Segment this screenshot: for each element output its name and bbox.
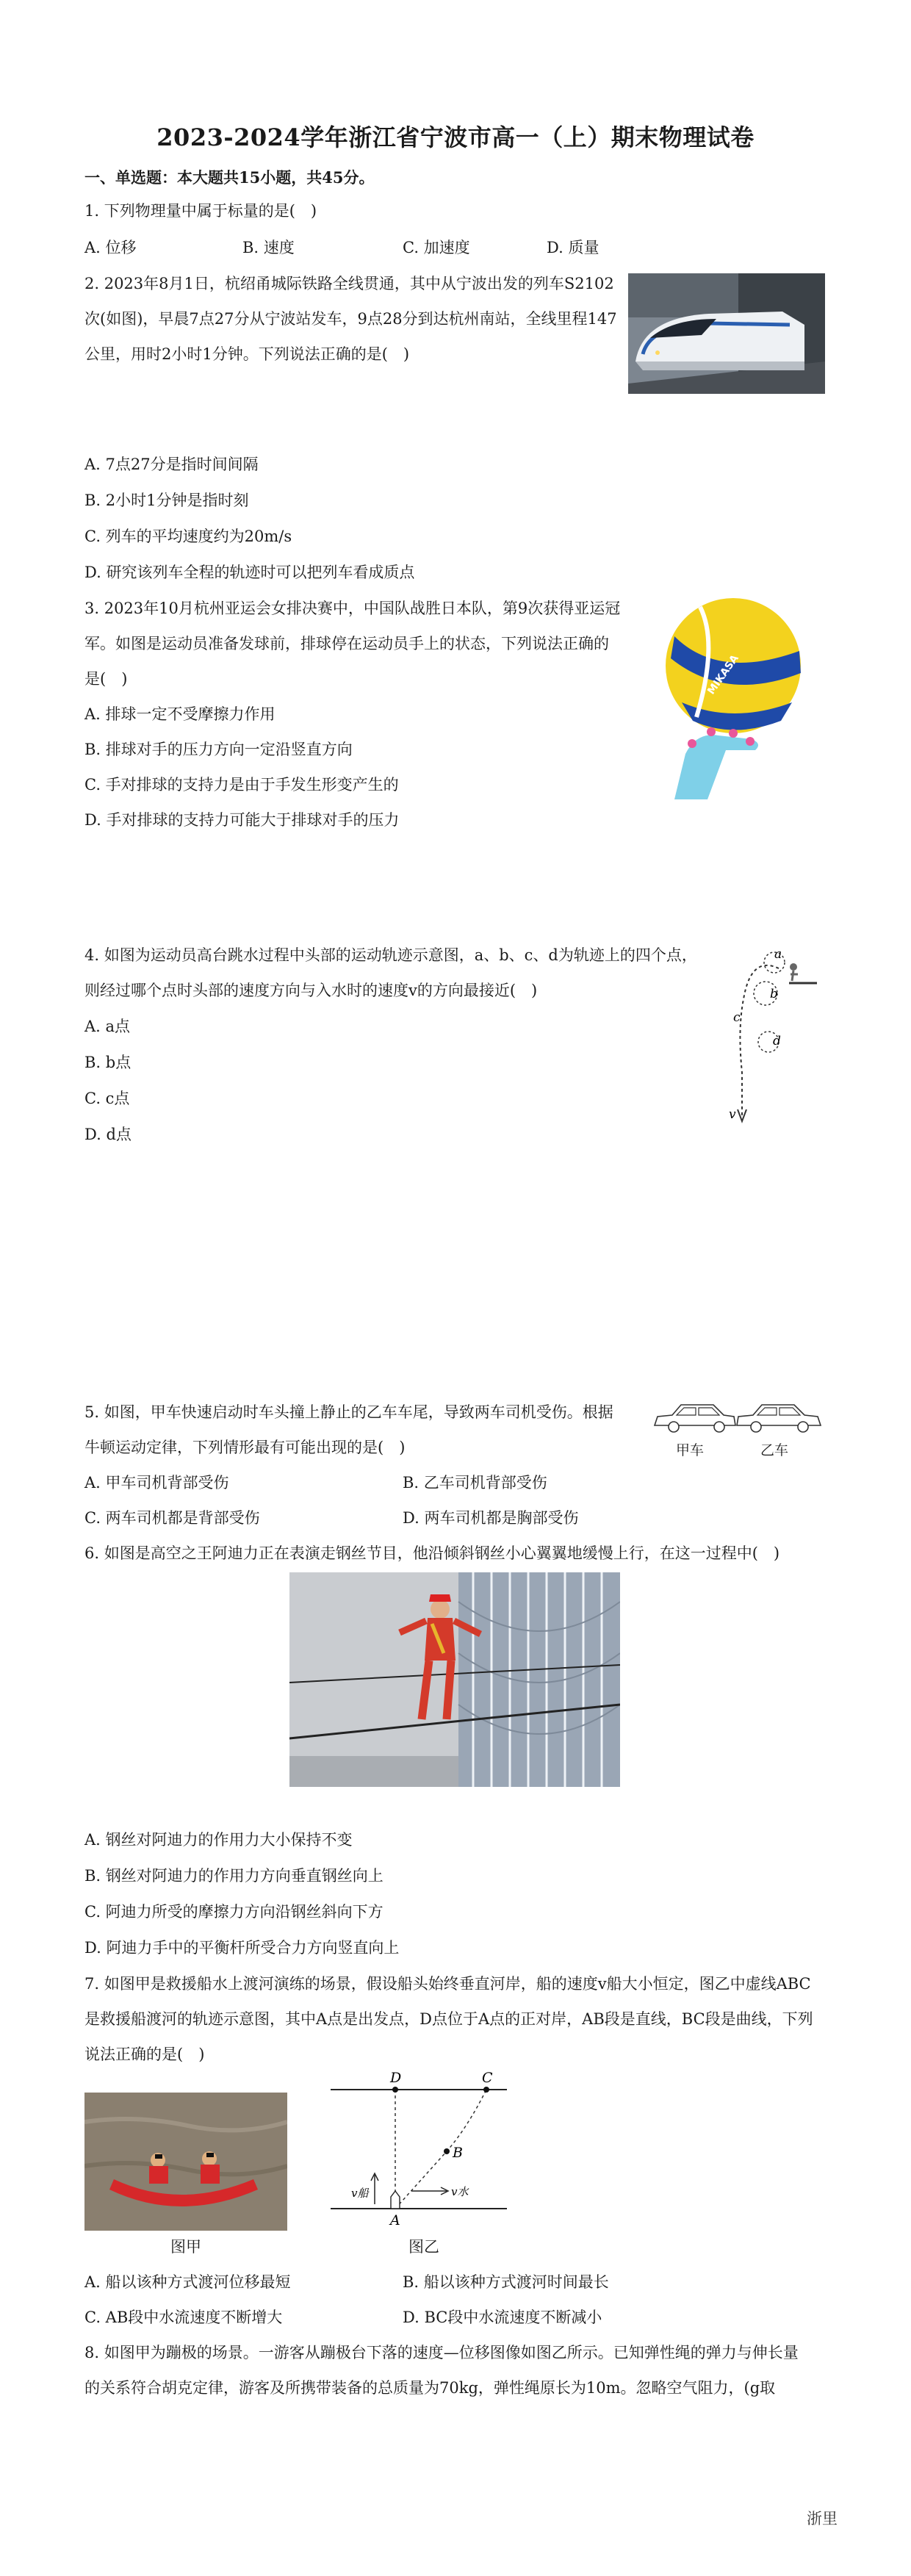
- point-c-label: c: [733, 1010, 741, 1025]
- velocity-v-label: v: [729, 1107, 736, 1122]
- q2-line-1: 2. 2023年8月1日，杭绍甬城际铁路全线贯通，其中从宁波出发的列车S2102: [84, 275, 614, 292]
- q2-line-2: 次(如图)，早晨7点27分从宁波站发车，9点28分到达杭州南站，全线里程147: [84, 310, 617, 328]
- q8-line-2: 的关系符合胡克定律，游客及所携带装备的总质量为70kg，弹性绳原长为10m。忽略空气阻力，(g取: [84, 2379, 776, 2397]
- q1-stem: 1. 下列物理量中属于标量的是( ): [84, 202, 317, 220]
- q1-option-d: D. 质量: [547, 239, 599, 256]
- q1-option-a: A. 位移: [84, 239, 137, 256]
- figure-jia-caption: 图甲: [170, 2238, 201, 2256]
- q2-option-a: A. 7点27分是指时间间隔: [84, 456, 259, 473]
- q4-line-2: 则经过哪个点时头部的速度方向与入水时的速度v的方向最接近( ): [84, 982, 538, 999]
- q5-option-c: C. 两车司机都是背部受伤: [84, 1509, 260, 1527]
- q7-option-c: C. AB段中水流速度不断增大: [84, 2309, 283, 2326]
- q1-option-b: B. 速度: [242, 239, 295, 256]
- point-B-label: B: [453, 2145, 463, 2161]
- page-title: 2023-2024学年浙江省宁波市高一（上）期末物理试卷: [156, 123, 755, 151]
- q4-option-a: A. a点: [84, 1018, 131, 1035]
- q3-option-b: B. 排球对手的压力方向一定沿竖直方向: [84, 741, 353, 758]
- car-collision-figure: [650, 1396, 827, 1462]
- q2-option-b: B. 2小时1分钟是指时刻: [84, 492, 249, 509]
- car-yi-label: 乙车: [760, 1442, 789, 1458]
- q5-option-a: A. 甲车司机背部受伤: [84, 1474, 229, 1492]
- q3-line-2: 军。如图是运动员准备发球前，排球停在运动员手上的状态，下列说法正确的: [84, 635, 609, 652]
- point-A-label: A: [390, 2212, 400, 2228]
- q4-option-b: B. b点: [84, 1054, 132, 1071]
- q7-option-a: A. 船以该种方式渡河位移最短: [84, 2273, 291, 2291]
- q6-option-c: C. 阿迪力所受的摩擦力方向沿钢丝斜向下方: [84, 1903, 384, 1921]
- q3-line-1: 3. 2023年10月杭州亚运会女排决赛中，中国队战胜日本队，第9次获得亚运冠: [84, 600, 621, 617]
- v-water-label: v水: [451, 2185, 469, 2198]
- q7-line-3: 说法正确的是( ): [84, 2046, 205, 2063]
- tightrope-photo: [289, 1572, 620, 1787]
- q2-option-d: D. 研究该列车全程的轨迹时可以把列车看成质点: [84, 564, 415, 581]
- point-C-label: C: [482, 2070, 493, 2086]
- q5-option-d: D. 两车司机都是胸部受伤: [403, 1509, 579, 1527]
- section-heading: 一、单选题：本大题共15小题，共45分。: [84, 168, 375, 187]
- q7-line-2: 是救援船渡河的轨迹示意图，其中A点是出发点，D点位于A点的正对岸，AB段是直线，BC段是曲线，下列: [84, 2010, 813, 2028]
- q7-option-d: D. BC段中水流速度不断减小: [403, 2309, 602, 2326]
- q4-option-d: D. d点: [84, 1126, 132, 1143]
- q2-option-c: C. 列车的平均速度约为20m/s: [84, 528, 292, 545]
- ball-brand-text: MIKASA: [705, 652, 741, 697]
- q8-line-1: 8. 如图甲为蹦极的场景。一游客从蹦极台下落的速度—位移图像如图乙所示。已知弹性绳的弹力与伸长量: [84, 2344, 799, 2361]
- q7-option-b: B. 船以该种方式渡河时间最长: [403, 2273, 609, 2291]
- q1-option-c: C. 加速度: [403, 239, 470, 256]
- car-jia-label: 甲车: [676, 1442, 705, 1458]
- q4-line-1: 4. 如图为运动员高台跳水过程中头部的运动轨迹示意图，a、b、c、d为轨迹上的四个点，: [84, 946, 697, 964]
- river-crossing-diagram: [323, 2057, 514, 2234]
- rescue-boat-photo: [84, 2093, 287, 2231]
- q3-line-3: 是( ): [84, 670, 128, 688]
- q3-option-d: D. 手对排球的支持力可能大于排球对手的压力: [84, 811, 400, 829]
- point-d-label: d: [773, 1034, 781, 1048]
- q3-option-c: C. 手对排球的支持力是由于手发生形变产生的: [84, 776, 399, 794]
- point-D-label: D: [390, 2070, 402, 2086]
- v-boat-label: v船: [351, 2187, 369, 2200]
- q6-stem: 6. 如图是高空之王阿迪力正在表演走钢丝节目，他沿倾斜钢丝小心翼翼地缓慢上行，在这一过程中( ): [84, 1544, 780, 1562]
- point-b-label: b: [770, 987, 778, 1001]
- q3-option-a: A. 排球一定不受摩擦力作用: [84, 705, 276, 723]
- q2-line-3: 公里，用时2小时1分钟。下列说法正确的是( ): [84, 345, 410, 363]
- point-a-label: a: [774, 948, 782, 962]
- q5-option-b: B. 乙车司机背部受伤: [403, 1474, 547, 1492]
- q7-line-1: 7. 如图甲是救援船水上渡河演练的场景，假设船头始终垂直河岸，船的速度v船大小恒定，图乙中虚线ABC: [84, 1975, 811, 1993]
- q6-option-b: B. 钢丝对阿迪力的作用力方向垂直钢丝向上: [84, 1867, 384, 1885]
- q5-line-1: 5. 如图，甲车快速启动时车头撞上静止的乙车车尾，导致两车司机受伤。根据: [84, 1403, 613, 1421]
- q4-option-c: C. c点: [84, 1090, 130, 1107]
- q6-option-a: A. 钢丝对阿迪力的作用力大小保持不变: [84, 1831, 353, 1849]
- volleyball-photo: [630, 592, 824, 799]
- dive-trajectory-figure: [721, 948, 832, 1132]
- q5-line-2: 牛顿运动定律，下列情形最有可能出现的是( ): [84, 1439, 406, 1456]
- footer-watermark: 浙里: [807, 2510, 838, 2528]
- train-photo: [628, 273, 825, 394]
- figure-yi-caption: 图乙: [408, 2238, 439, 2256]
- q6-option-d: D. 阿迪力手中的平衡杆所受合力方向竖直向上: [84, 1939, 400, 1957]
